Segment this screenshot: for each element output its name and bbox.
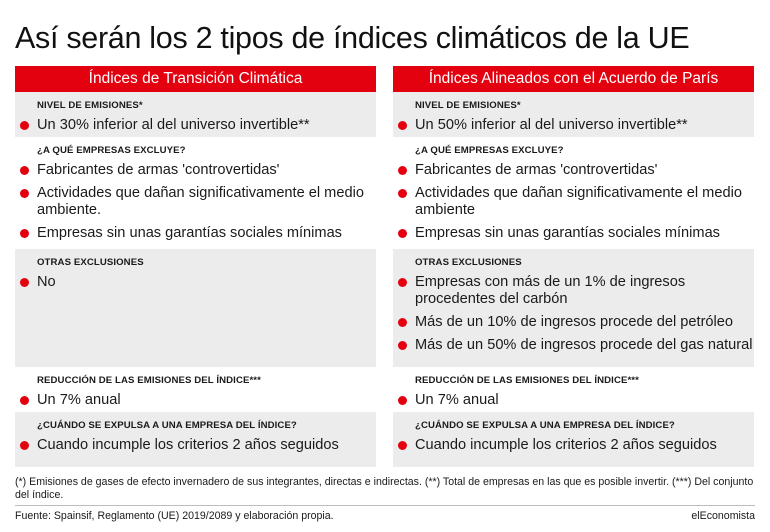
list-item: Un 7% anual: [37, 392, 376, 409]
column-acuerdo-paris: [393, 66, 754, 467]
section-nivel-emisiones: [15, 92, 376, 137]
section-empresas-excluidas: [393, 137, 754, 249]
list-item: Un 7% anual: [415, 392, 754, 409]
list-item: Un 30% inferior al del universo invertible**: [37, 117, 376, 134]
divider: [15, 505, 755, 506]
section-expulsion: [15, 412, 376, 467]
list-item: Fabricantes de armas 'controvertidas': [415, 162, 754, 179]
section-otras-exclusiones: [15, 249, 376, 367]
bullet-icon: [20, 396, 29, 405]
section-label: REDUCCIÓN DE LAS EMISIONES DEL ÍNDICE***: [37, 375, 261, 386]
section-nivel-emisiones: [393, 92, 754, 137]
list-item: Cuando incumple los criterios 2 años seguidos: [37, 437, 376, 454]
bullet-icon: [398, 278, 407, 287]
section-otras-exclusiones: [393, 249, 754, 367]
section-label: ¿A QUÉ EMPRESAS EXCLUYE?: [37, 145, 186, 156]
section-label: OTRAS EXCLUSIONES: [415, 257, 522, 268]
bullet-icon: [20, 166, 29, 175]
section-reduccion-emisiones: [15, 367, 376, 412]
bullet-icon: [398, 121, 407, 130]
list-item: Más de un 10% de ingresos procede del petróleo: [415, 314, 754, 331]
bullet-icon: [398, 396, 407, 405]
bullet-icon: [398, 318, 407, 327]
section-reduccion-emisiones: [393, 367, 754, 412]
section-label: NIVEL DE EMISIONES*: [37, 100, 143, 111]
bullet-icon: [398, 189, 407, 198]
list-item: Actividades que dañan significativamente el medio ambiente.: [37, 185, 376, 219]
bullet-icon: [20, 189, 29, 198]
section-label: OTRAS EXCLUSIONES: [37, 257, 144, 268]
bullet-icon: [20, 278, 29, 287]
list-item: Cuando incumple los criterios 2 años seguidos: [415, 437, 754, 454]
list-item: Más de un 50% de ingresos procede del gas natural: [415, 337, 754, 354]
bullet-icon: [398, 441, 407, 450]
section-empresas-excluidas: [15, 137, 376, 249]
bullet-icon: [20, 121, 29, 130]
page-title: Así serán los 2 tipos de índices climáticos de la UE: [15, 21, 690, 55]
column-transicion-climatica: [15, 66, 376, 467]
bullet-icon: [398, 166, 407, 175]
list-item: Un 50% inferior al del universo invertible**: [415, 117, 754, 134]
footnote: (*) Emisiones de gases de efecto invernadero de sus integrantes, directas e indirectas. (**) Total de empresas en las que es posible invertir. (***) Del conjunto del índice.: [15, 476, 754, 501]
bullet-icon: [398, 229, 407, 238]
section-expulsion: [393, 412, 754, 467]
section-label: REDUCCIÓN DE LAS EMISIONES DEL ÍNDICE***: [415, 375, 639, 386]
list-item: Empresas sin unas garantías sociales mínimas: [37, 225, 376, 242]
section-label: ¿A QUÉ EMPRESAS EXCLUYE?: [415, 145, 564, 156]
section-label: ¿CUÁNDO SE EXPULSA A UNA EMPRESA DEL ÍNDICE?: [415, 420, 675, 431]
list-item: Actividades que dañan significativamente el medio ambiente: [415, 185, 754, 219]
bullet-icon: [20, 441, 29, 450]
source-note: Fuente: Spainsif, Reglamento (UE) 2019/2089 y elaboración propia.: [15, 510, 334, 522]
column-header: Índices Alineados con el Acuerdo de París: [393, 66, 754, 92]
bullet-icon: [398, 341, 407, 350]
section-label: ¿CUÁNDO SE EXPULSA A UNA EMPRESA DEL ÍNDICE?: [37, 420, 297, 431]
column-header: Índices de Transición Climática: [15, 66, 376, 92]
list-item: Fabricantes de armas 'controvertidas': [37, 162, 376, 179]
brand-logo: elEconomista: [691, 510, 755, 522]
list-item: Empresas con más de un 1% de ingresos procedentes del carbón: [415, 274, 754, 308]
section-label: NIVEL DE EMISIONES*: [415, 100, 521, 111]
bullet-icon: [20, 229, 29, 238]
list-item: Empresas sin unas garantías sociales mínimas: [415, 225, 754, 242]
list-item: No: [37, 274, 376, 291]
